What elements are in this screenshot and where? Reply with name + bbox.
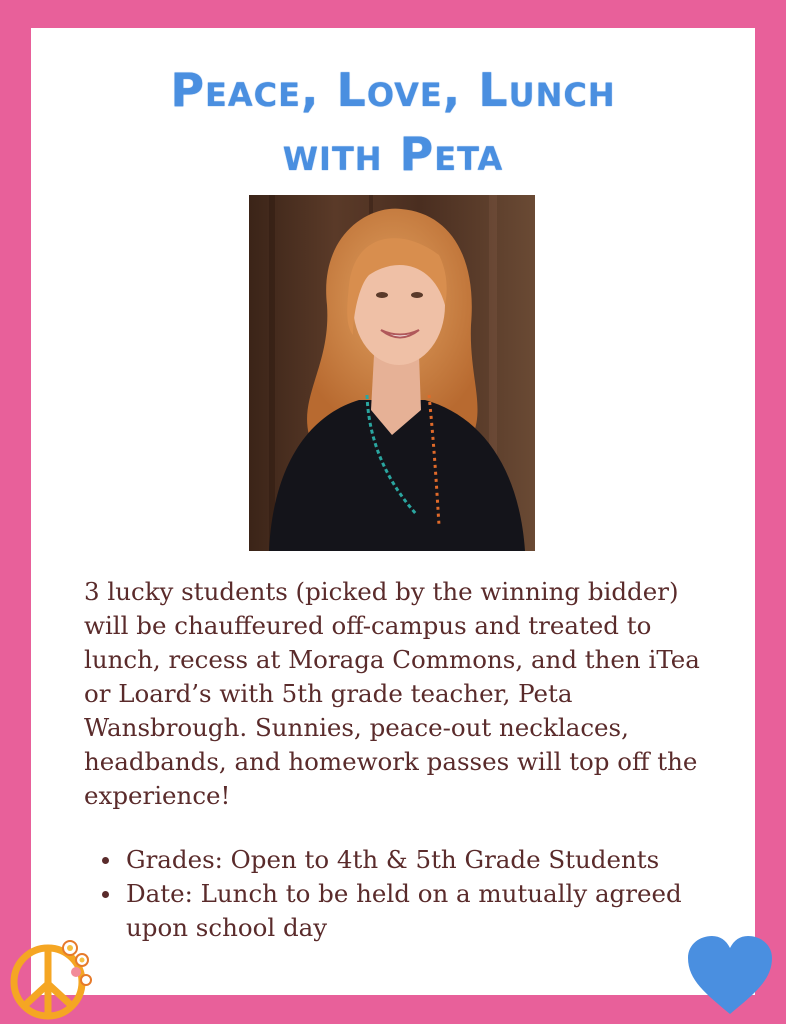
- flyer-title: [31, 58, 755, 186]
- teacher-photo: [249, 195, 535, 551]
- peace-sign-flowers-icon: [6, 936, 96, 1022]
- description-paragraph: 3 lucky students (picked by the winning bidder) will be chauffeured off-campus and treated to lunch, recess at Moraga Commons, and then iTea or Loard’s with 5th grade teacher, Peta Wansbrough. Sunnies, peace-out necklaces, headbands, and homework passes will top off the experience!: [84, 577, 700, 810]
- details-list: [84, 843, 724, 945]
- title-line-2: with Peta: [282, 127, 504, 181]
- list-item-grades: Grades: Open to 4th & 5th Grade Students: [84, 843, 724, 877]
- heart-icon: [686, 934, 774, 1016]
- flyer-card: [31, 28, 755, 995]
- title-line-1: Peace, Love, Lunch: [170, 63, 616, 117]
- list-item-date: Date: Lunch to be held on a mutually agreed upon school day: [84, 877, 724, 945]
